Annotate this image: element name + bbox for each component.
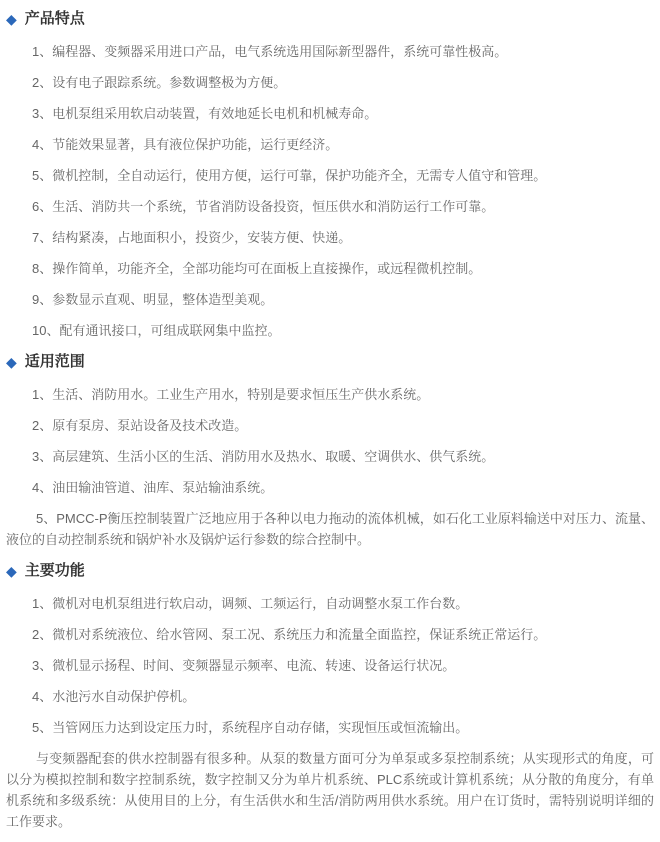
section-main-functions [6,560,654,832]
section-product-features [6,8,654,341]
list-item: 2、设有电子跟踪系统。参数调整极为方便。 [32,75,287,90]
list-item: 9、参数显示直观、明显，整体造型美观。 [32,292,274,307]
list-item: 1、微机对电机泵组进行软启动，调频、工频运行，自动调整水泵工作台数。 [32,596,469,611]
product-spec-document [6,8,654,832]
list-item: 8、操作简单，功能齐全，全部功能均可在面板上直接操作，或远程微机控制。 [32,261,482,276]
section-title-text: 适用范围 [24,353,85,370]
section-heading [6,560,654,581]
list-item: 7、结构紧凑，占地面积小，投资少，安装方便、快递。 [32,230,352,245]
list-item: 3、高层建筑、生活小区的生活、消防用水及热水、取暖、空调供水、供气系统。 [32,449,495,464]
list-item: 4、节能效果显著，具有液位保护功能，运行更经济。 [32,137,339,152]
section-application-scope [6,351,654,550]
list-item: 3、电机泵组采用软启动装置，有效地延长电机和机械寿命。 [32,106,378,121]
closing-paragraph: 与变频器配套的供水控制器有很多种。从泵的数量方面可分为单泵或多泵控制系统；从实现形式的角度，可以分为模拟控制和数字控制系统，数字控制又分为单片机系统、PLC系统或计算机系统；从分散的角度分，有单机系统和多级系统：从使用目的上分，有生活供水和生活/消防两用供水系统。用户在订货时，需特别说明详细的工作要求。 [6,751,654,829]
diamond-bullet-icon: ◆ [6,562,17,579]
section-paragraph: 5、PMCC-P衡压控制装置广泛地应用于各种以电力拖动的流体机械，如石化工业原料输送中对压力、流量、液位的自动控制系统和锅炉补水及锅炉运行参数的综合控制中。 [6,511,654,547]
list-item: 5、微机控制，全自动运行，使用方便，运行可靠，保护功能齐全，无需专人值守和管理。 [32,168,547,183]
list-item: 4、油田输油管道、油库、泵站输油系统。 [32,480,274,495]
list-item: 1、生活、消防用水。工业生产用水，特别是要求恒压生产供水系统。 [32,387,430,402]
list-item: 4、水池污水自动保护停机。 [32,689,196,704]
diamond-bullet-icon: ◆ [6,10,17,27]
section-heading [6,8,654,29]
list-item: 10、配有通讯接口，可组成联网集中监控。 [32,323,281,338]
list-item: 2、原有泵房、泵站设备及技术改造。 [32,418,248,433]
list-item: 6、生活、消防共一个系统，节省消防设备投资，恒压供水和消防运行工作可靠。 [32,199,495,214]
list-item: 3、微机显示扬程、时间、变频器显示频率、电流、转速、设备运行状况。 [32,658,456,673]
section-heading [6,351,654,372]
list-item: 1、编程器、变频器采用进口产品，电气系统选用国际新型器件，系统可靠性极高。 [32,44,508,59]
list-item: 5、当管网压力达到设定压力时，系统程序自动存储，实现恒压或恒流输出。 [32,720,469,735]
list-item: 2、微机对系统液位、给水管网、泵工况、系统压力和流量全面监控，保证系统正常运行。 [32,627,547,642]
diamond-bullet-icon: ◆ [6,353,17,370]
section-title-text: 主要功能 [24,562,85,579]
section-title-text: 产品特点 [24,10,85,27]
